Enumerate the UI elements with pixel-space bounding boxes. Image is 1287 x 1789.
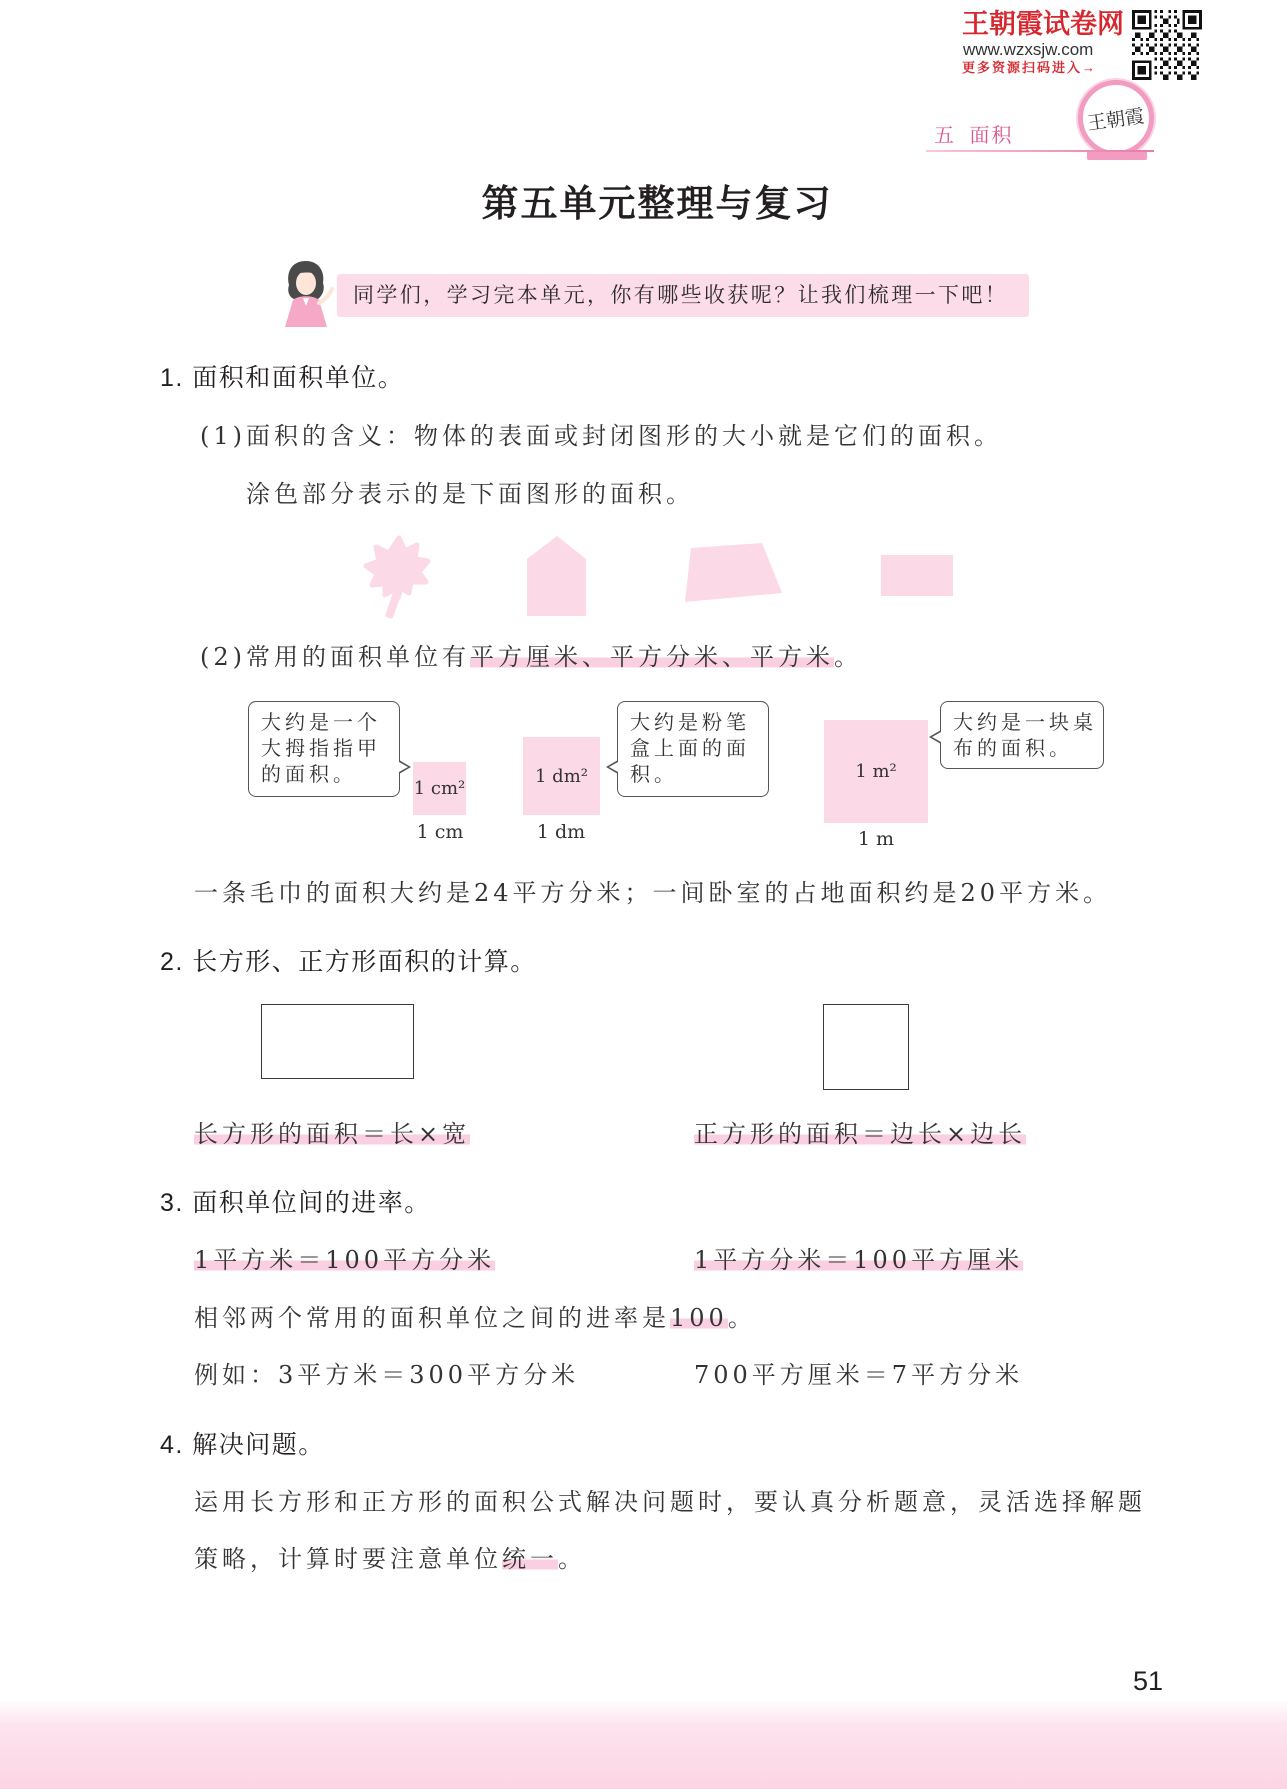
intro-text: 同学们，学习完本单元，你有哪些收获呢？让我们梳理一下吧！	[353, 284, 1009, 307]
qr-module	[1182, 52, 1185, 55]
callout-line: 的面积。	[261, 762, 357, 786]
qr-module	[1160, 16, 1163, 19]
bottom-band	[0, 1700, 1287, 1789]
units-intro	[200, 642, 862, 672]
qr-module	[1154, 10, 1157, 13]
page-number: 51	[1133, 1666, 1164, 1696]
qr-module	[1177, 63, 1180, 66]
square-dm2	[523, 737, 600, 815]
teacher-illustration	[276, 258, 336, 328]
qr-module	[1194, 35, 1197, 38]
problem-solving-line-2	[194, 1544, 586, 1574]
logo-text: 王朝霞	[1086, 104, 1146, 135]
qr-module	[1191, 74, 1194, 77]
callout-dm2	[617, 701, 769, 797]
qr-module	[1166, 63, 1169, 66]
qr-module	[1194, 63, 1197, 66]
qr-module	[1174, 24, 1177, 27]
qr-module	[1135, 35, 1138, 38]
qr-module	[1177, 18, 1180, 21]
side-label-dm: 1 dm	[536, 821, 586, 843]
qr-module	[1174, 44, 1177, 47]
square-formula-text: 正方形的面积＝边长×边长	[694, 1120, 1027, 1148]
qr-module	[1168, 24, 1171, 27]
leaf-shape	[366, 538, 428, 598]
square-figure	[823, 1004, 909, 1090]
logo-ribbon	[1087, 151, 1147, 160]
qr-module	[1166, 32, 1169, 35]
qr-module	[1132, 44, 1135, 47]
area-meaning: (1)面积的含义：物体的表面或封闭图形的大小就是它们的面积。	[200, 422, 1002, 450]
qr-module	[1191, 77, 1194, 80]
qr-module	[1174, 66, 1177, 69]
qr-module	[1138, 66, 1146, 74]
qr-module	[1163, 74, 1166, 77]
qr-module	[1180, 74, 1183, 77]
qr-module	[1160, 66, 1163, 69]
qr-module	[1163, 35, 1166, 38]
qr-module	[1146, 52, 1149, 55]
rate-text: 1平方分米＝100平方厘米	[694, 1246, 1024, 1274]
qr-module	[1166, 18, 1169, 21]
qr-module	[1180, 49, 1183, 52]
qr-module	[1168, 44, 1171, 47]
qr-module	[1135, 49, 1138, 52]
qr-module	[1166, 60, 1169, 63]
qr-module	[1163, 77, 1166, 80]
scan-hint: 更多资源扫码进入→	[962, 60, 1098, 75]
qr-module	[1168, 72, 1171, 75]
qr-module	[1163, 46, 1166, 49]
qr-module	[1154, 72, 1157, 75]
qr-module	[1194, 46, 1197, 49]
qr-module	[1168, 30, 1171, 33]
qr-module	[1168, 52, 1171, 55]
qr-module	[1149, 46, 1152, 49]
section-4-heading: 4. 解决问题。	[160, 1431, 325, 1459]
qr-module	[1160, 72, 1163, 75]
callout-line: 大拇指指甲	[261, 736, 381, 760]
qr-module	[1177, 32, 1180, 35]
qr-module	[1152, 49, 1155, 52]
qr-module	[1154, 44, 1157, 47]
rectangle-shape	[881, 555, 953, 596]
qr-module	[1174, 72, 1177, 75]
square-formula	[694, 1119, 1026, 1149]
qr-module	[1132, 52, 1135, 55]
conversion-example: 例如：3平方米＝300平方分米	[194, 1361, 580, 1389]
qr-module	[1160, 30, 1163, 33]
section-2-heading: 2. 长方形、正方形面积的计算。	[160, 948, 537, 976]
rate-note-text: 相邻两个常用的面积单位之间的进率是	[194, 1304, 670, 1332]
qr-module	[1166, 35, 1169, 38]
quadrilateral-shape	[685, 543, 782, 602]
qr-module	[1152, 46, 1155, 49]
callout-line: 布的面积。	[953, 736, 1073, 760]
area-examples: 一条毛巾的面积大约是24平方分米；一间卧室的占地面积约是20平方米。	[194, 879, 1112, 907]
qr-module	[1188, 52, 1191, 55]
qr-module	[1168, 66, 1171, 69]
qr-module	[1180, 46, 1183, 49]
qr-module	[1163, 18, 1166, 21]
qr-module	[1174, 10, 1177, 13]
rate-m2-dm2	[194, 1245, 495, 1275]
qr-module	[1191, 63, 1194, 66]
rate-text: 1平方米＝100平方分米	[194, 1246, 496, 1274]
qr-module	[1168, 16, 1171, 19]
chapter-tag: 五 面积	[934, 125, 1014, 147]
shaded-note: 涂色部分表示的是下面图形的面积。	[246, 480, 694, 508]
qr-module	[1149, 32, 1152, 35]
qr-module	[1135, 46, 1138, 49]
rate-dm2-cm2	[694, 1245, 1023, 1275]
unit-label-dm2: 1 dm²	[535, 765, 588, 787]
qr-module	[1168, 38, 1171, 41]
qr-module	[1160, 52, 1163, 55]
qr-module	[1166, 49, 1169, 52]
qr-module	[1177, 46, 1180, 49]
qr-module	[1194, 49, 1197, 52]
shaded-shapes	[0, 530, 1287, 625]
qr-module	[1191, 46, 1194, 49]
qr-module	[1138, 35, 1141, 38]
line-2-text: 策略，计算时要注意单位	[194, 1545, 502, 1573]
qr-module	[1180, 77, 1183, 80]
qr-module	[1188, 16, 1196, 24]
qr-module	[1177, 74, 1180, 77]
qr-module	[1196, 38, 1199, 41]
qr-module	[1138, 49, 1141, 52]
qr-module	[1152, 35, 1155, 38]
qr-module	[1154, 58, 1157, 61]
conversion-example: 700平方厘米＝7平方分米	[694, 1361, 1024, 1389]
qr-module	[1152, 32, 1155, 35]
qr-module	[1149, 35, 1152, 38]
qr-module	[1180, 63, 1183, 66]
qr-module	[1180, 60, 1183, 63]
qr-module	[1135, 32, 1138, 35]
callout-line: 大约是一块桌	[953, 710, 1097, 734]
unit-label-m2: 1 m²	[855, 761, 897, 782]
qr-module	[1182, 66, 1185, 69]
qr-module	[1138, 46, 1141, 49]
qr-module	[1163, 63, 1166, 66]
qr-module	[1188, 72, 1191, 75]
qr-module	[1154, 30, 1157, 33]
qr-module	[1182, 44, 1185, 47]
qr-module	[1160, 24, 1163, 27]
qr-module	[1174, 38, 1177, 41]
rectangle-figure	[261, 1004, 414, 1079]
qr-module	[1191, 32, 1194, 35]
qr-module	[1166, 46, 1169, 49]
problem-solving-line-1: 运用长方形和正方形的面积公式解决问题时，要认真分析题意，灵活选择解题	[194, 1488, 1146, 1516]
qr-module	[1182, 72, 1185, 75]
brand-name: 王朝霞试卷网	[962, 9, 1124, 39]
unit-label-cm2: 1 cm²	[413, 778, 466, 799]
qr-module	[1174, 58, 1177, 61]
qr-module	[1182, 38, 1185, 41]
qr-module	[1166, 77, 1169, 80]
qr-module	[1188, 44, 1191, 47]
qr-module	[1196, 66, 1199, 69]
qr-module	[1194, 60, 1197, 63]
qr-module	[1149, 49, 1152, 52]
qr-module	[1180, 35, 1183, 38]
qr-module	[1196, 52, 1199, 55]
qr-module	[1188, 58, 1191, 61]
rate-note-value: 100	[670, 1304, 728, 1332]
qr-module	[1177, 35, 1180, 38]
qr-module	[1154, 38, 1157, 41]
qr-module	[1163, 32, 1166, 35]
logo-badge	[1078, 80, 1154, 156]
line-2-highlight: 统一	[502, 1545, 558, 1573]
qr-module	[1177, 77, 1180, 80]
callout-line: 盒上面的面	[630, 736, 750, 760]
qr-module	[1166, 21, 1169, 24]
qr-module	[1140, 38, 1143, 41]
qr-module	[1166, 74, 1169, 77]
qr-module	[1138, 16, 1146, 24]
qr-module	[1140, 52, 1143, 55]
units-intro-text: (2)常用的面积单位有	[200, 643, 470, 671]
qr-code[interactable]	[1132, 10, 1202, 80]
qr-module	[1180, 32, 1183, 35]
qr-module	[1188, 66, 1191, 69]
qr-module	[1194, 74, 1197, 77]
qr-module	[1140, 44, 1143, 47]
qr-module	[1154, 52, 1157, 55]
side-label-m: 1 m	[857, 828, 895, 850]
qr-module	[1174, 16, 1177, 19]
qr-module	[1177, 49, 1180, 52]
qr-module	[1177, 60, 1180, 63]
callout-cm2	[248, 701, 400, 797]
qr-module	[1163, 21, 1166, 24]
qr-module	[1188, 38, 1191, 41]
square-cm2	[413, 762, 466, 815]
qr-module	[1132, 38, 1135, 41]
leaf-stem	[388, 594, 398, 616]
qr-module	[1191, 49, 1194, 52]
page-title: 第五单元整理与复习	[481, 183, 833, 224]
side-label-cm: 1 cm	[416, 821, 464, 843]
intro-speech-banner	[337, 274, 1029, 317]
qr-module	[1196, 44, 1199, 47]
qr-module	[1191, 60, 1194, 63]
qr-module	[1191, 35, 1194, 38]
callout-line: 大约是粉笔	[630, 710, 750, 734]
chapter-divider	[926, 150, 1154, 152]
qr-module	[1174, 30, 1177, 33]
section-1-heading: 1. 面积和面积单位。	[160, 364, 405, 392]
rectangle-formula	[194, 1119, 470, 1149]
callout-line: 积。	[630, 762, 678, 786]
qr-module	[1160, 38, 1163, 41]
qr-module	[1194, 77, 1197, 80]
qr-module	[1163, 49, 1166, 52]
qr-module	[1182, 58, 1185, 61]
qr-module	[1163, 60, 1166, 63]
qr-module	[1154, 66, 1157, 69]
qr-module	[1154, 24, 1157, 27]
rate-note	[194, 1303, 756, 1333]
qr-module	[1168, 58, 1171, 61]
callout-line: 大约是一个	[261, 710, 381, 734]
website-url[interactable]: www.wzxsjw.com	[963, 40, 1094, 59]
pentagon-shape	[527, 536, 586, 616]
qr-module	[1138, 32, 1141, 35]
qr-module	[1174, 52, 1177, 55]
rectangle-formula-text: 长方形的面积＝长×宽	[194, 1120, 471, 1148]
qr-module	[1160, 10, 1163, 13]
qr-module	[1168, 10, 1171, 13]
qr-module	[1196, 72, 1199, 75]
rate-note-end: 。	[727, 1304, 756, 1332]
square-m2	[824, 720, 928, 823]
qr-module	[1160, 58, 1163, 61]
qr-module	[1177, 21, 1180, 24]
qr-module	[1194, 32, 1197, 35]
units-highlight: 平方厘米、平方分米、平方米	[470, 643, 834, 671]
callout-m2	[940, 701, 1104, 769]
qr-module	[1154, 16, 1157, 19]
qr-module	[1146, 38, 1149, 41]
section-3-heading: 3. 面积单位间的进率。	[160, 1189, 431, 1217]
units-intro-end: 。	[834, 643, 862, 671]
qr-module	[1196, 58, 1199, 61]
qr-module	[1160, 44, 1163, 47]
qr-module	[1146, 44, 1149, 47]
line-2-end: 。	[558, 1545, 586, 1573]
